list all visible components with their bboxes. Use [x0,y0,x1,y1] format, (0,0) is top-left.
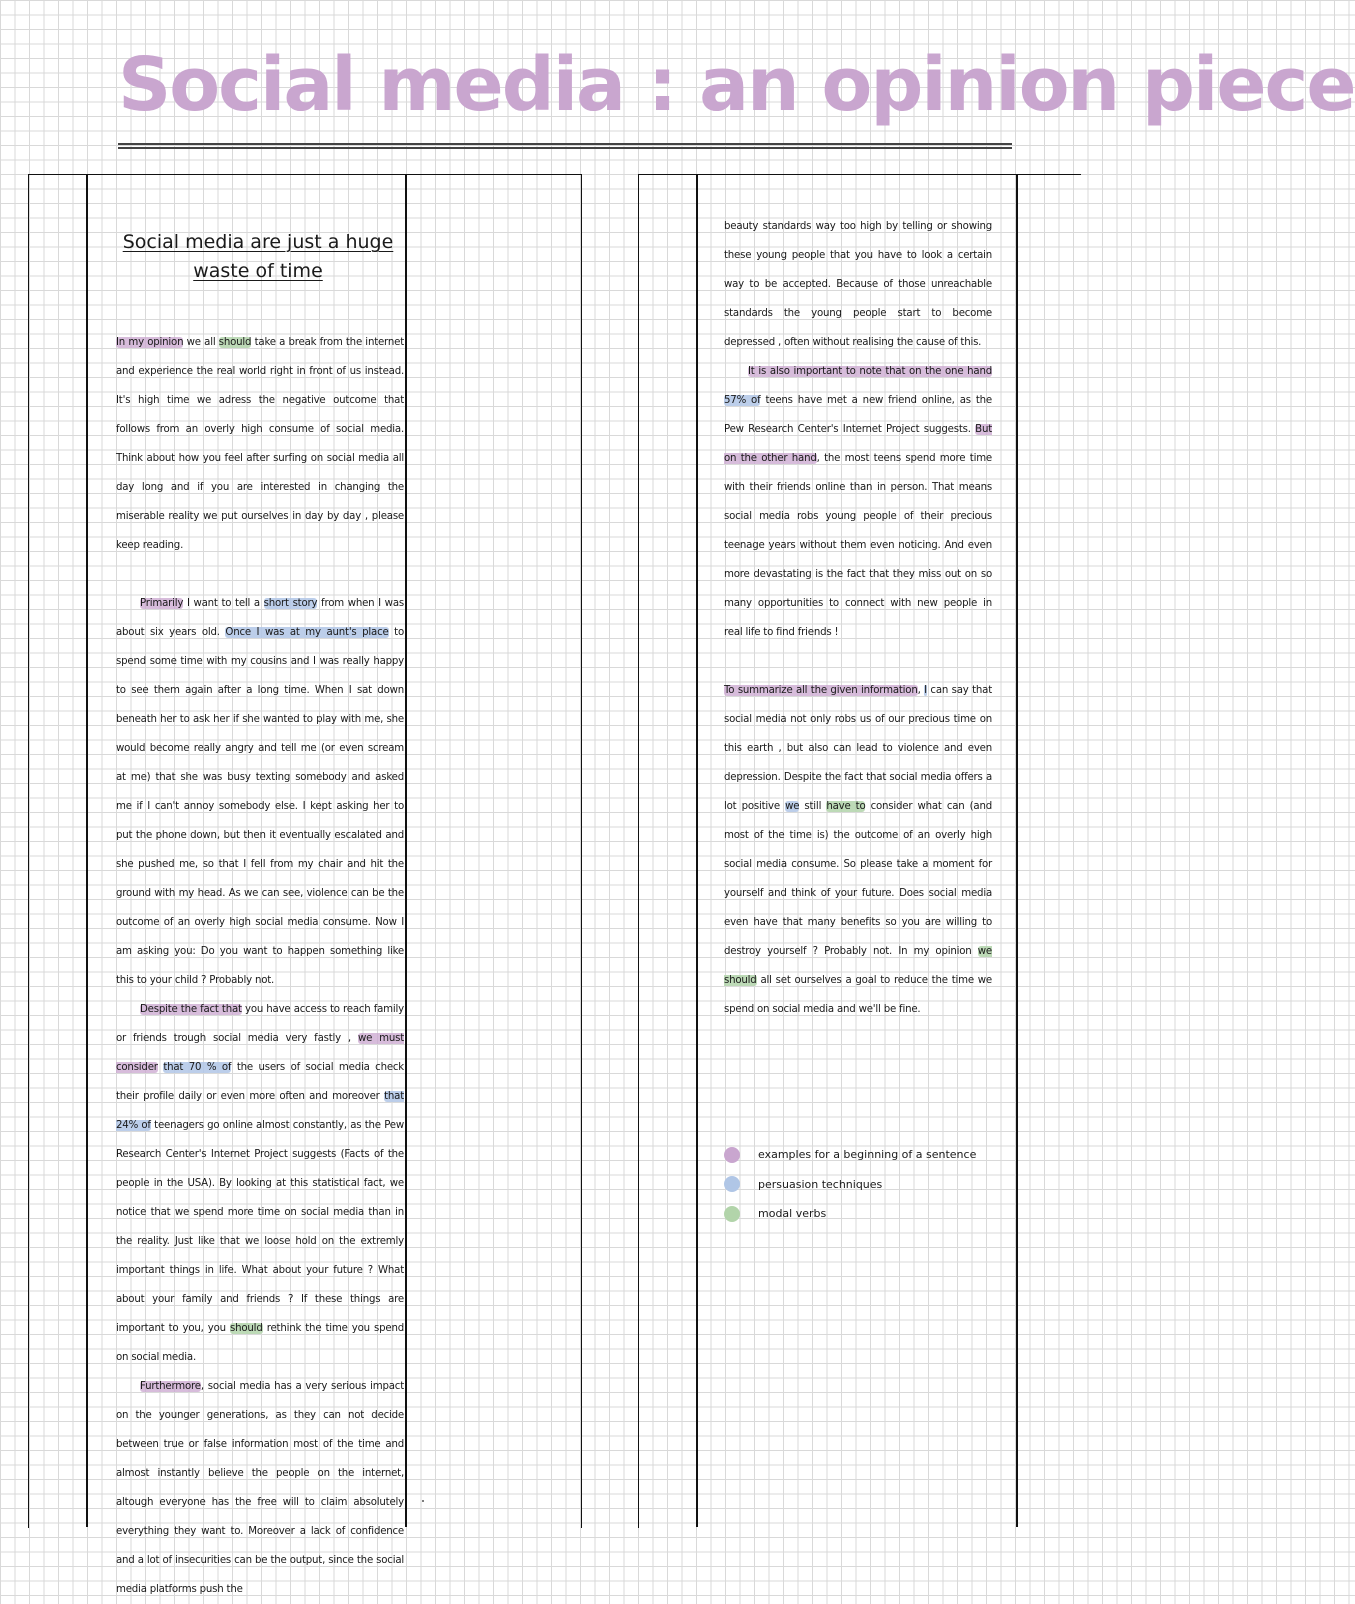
highlight-modal-verb: should [230,1323,263,1334]
highlight-sentence-start: But on the other hand [724,424,992,464]
text-span: rethink the time you spend on social media. [116,1323,404,1363]
left-column-text [116,328,404,1604]
text-span: the users of social media check their profile daily or even more often and moreover [116,1062,405,1102]
legend-label: modal verbs [758,1207,827,1221]
right-column-text [724,212,992,1024]
blue-dot-icon [724,1176,740,1192]
paragraph-summary [724,676,992,1024]
paragraph-statistics [116,995,404,1372]
highlight-modal-verb: we should [724,946,992,986]
highlight-sentence-start: To summarize all the given information [724,685,918,696]
highlight-persuasion: short story [263,598,318,609]
text-span: to spend some time with my cousins and I was really happy to see them again after a long time. When I sat down beneath her to ask her if she wanted to play with me, she would become really angry and tell me (or even scream at me) that she was busy texting somebody and asked me if I can't annoy somebody else. I kept asking her to put the phone down, but then it eventually escalated and she pushed me, so that I fell from my chair and hit the ground with my head. As we can see, violence can be the outcome of an overly high social media consume. Now I am asking you: Do you want to happen something like this to your child ? Probably not. [116,627,404,986]
text-span: , social media has a very serious impact on the younger generations, as they can not decide between true or false information most of the time and almost instantly believe the people on the internet, altough everyone has the free will to claim absolutely everything they want to. Moreover a lack of confidence and a lot of insecurities can be the output, since the social media platforms push the [116,1381,404,1595]
essay-heading-line2: waste of time [193,260,323,282]
text-span: all set ourselves a goal to reduce the time we spend on social media and we'll be fine. [724,975,992,1015]
text-span: I want to tell a [183,598,264,609]
text-span: can say that social media not only robs us of our precious time on this earth , but also can lead to violence and even depression. Despite the fact that social media offers a lot positive [724,685,993,812]
highlight-persuasion: 57% of [724,395,761,406]
text-span: still [799,801,827,812]
highlight-sentence-start: Despite the fact that [140,1004,242,1015]
text-span: teenagers go online almost constantly, as the Pew Research Center's Internet Project suggests (Facts of the people in the USA). By looking at this statistical fact, we notice that we spend more time on social media than in the reality. Just like that we loose hold on the extremly important things in life. What about your future ? What about your family and friends ? If these things are important to you, you [116,1120,404,1334]
highlight-sentence-start: In my opinion [116,337,184,348]
right-column-line [1016,174,1018,1527]
left-margin-line [86,174,88,1527]
text-span: take a break from the internet and experience the real world right in front of us instead. It's high time we adress the negative outcome that follows from an overly high consume of social media. Think about how you feel after surfing on social media all day long and if you are interested in changing the miserable reality we put ourselves in day by day , please keep reading. [116,337,404,551]
legend-item-sentence-start [724,1140,976,1170]
highlight-persuasion: I [924,685,927,696]
highlight-persuasion: Once I was at my aunt's place [225,627,389,638]
text-span: , [917,685,925,696]
legend-item-modal-verbs [724,1199,976,1229]
paragraph-impact [116,1372,404,1604]
text-span: from when I was about six years old. [116,598,404,638]
highlight-modal-verb: have to [826,801,866,812]
legend-label: persuasion techniques [758,1177,883,1191]
highlight-persuasion: we [785,801,800,812]
title-underline-top [118,143,1012,145]
highlight-sentence-start: It is also important to note that on the one hand [748,366,992,377]
highlight-modal-verb: should [218,337,252,348]
highlight-persuasion: that 24% of [116,1091,404,1131]
legend-item-persuasion [724,1170,976,1200]
highlight-legend [724,1140,976,1229]
legend-label: examples for a beginning of a sentence [758,1148,977,1162]
paragraph-beauty [724,212,992,357]
paragraph-friends [724,357,992,647]
highlight-persuasion: that 70 % of [163,1062,232,1073]
title-underline-bottom [118,147,1012,149]
purple-dot-icon [724,1147,740,1163]
text-span: beauty standards way too high by telling or showing these young people that you have to look a certain way to be accepted. Because of those unreachable standards the young people start to become depressed , often without realising the cause of this. [724,221,992,348]
text-span: , the most teens spend more time with their friends online than in person. That means social media robs young people of their precious teenage years without them even noticing. And even more devastating is the fact that they miss out on so many opportunities to connect with new people in real life to find friends ! [724,453,992,638]
highlight-sentence-start: Furthermore [140,1381,201,1392]
essay-heading [110,228,406,286]
right-margin-line [696,174,698,1527]
text-span: you have access to reach family or friends trough social media very fastly , [116,1004,404,1044]
paragraph-intro [116,328,404,560]
text-span: we all [183,337,219,348]
text-span: teens have met a new friend online, as the Pew Research Center's Internet Project suggests. [724,395,992,435]
page-dot [422,1500,424,1502]
text-span: consider what can (and most of the time is) the outcome of an overly high social media consume. So please take a moment for yourself and think of your future. Does social media even have that many benefits so you are willing to destroy yourself ? Probably not. In my opinion [724,801,992,957]
page-title: Social media : an opinion piece [118,42,1355,128]
highlight-sentence-start: we must consider [116,1033,405,1073]
paragraph-story [116,589,404,995]
left-column-line [405,174,407,1527]
highlight-sentence-start: Primarily [140,598,184,609]
green-dot-icon [724,1206,740,1222]
essay-heading-line1: Social media are just a huge [122,231,394,253]
